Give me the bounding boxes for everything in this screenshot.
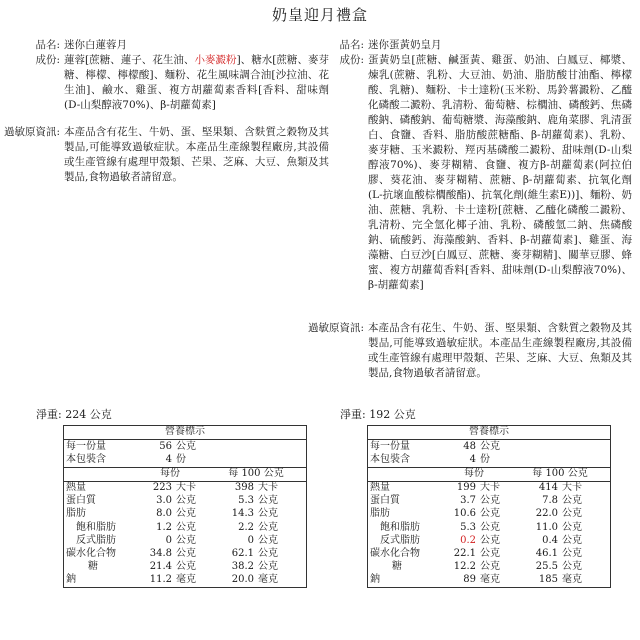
right-serving-label: 每一份量 — [368, 440, 438, 454]
right-ingredients: 蛋黃奶皇[蔗糖、鹹蛋黃、雞蛋、奶油、白鳳豆、椰漿、煉乳(蔗糖、乳粉、大豆油、奶油、脂肪酸甘油酯、檸檬酸、乳糖)、麵粉、卡士達粉(玉米粉、馬鈴薯澱粉、乙醯化磷酸二澱粉、乳清粉、葡萄糖、棕櫚油、磷酸鈣、焦磷酸鈉、磷酸鈉、葡萄糖漿、海藻酸鈉、鹿角菜膠、乳清蛋白、食鹽、香料、脂肪酸蔗糖酯、β-胡蘿蔔素)、乳粉、麥芽糖、玉米澱粉、羥丙基磷酸二澱粉、甜味劑(D-山梨醇液70%)、麥芽糊精、食鹽、複方β-胡蘿蔔素(阿拉伯膠、葵花油、麥芽糊精、蔗糖、β-胡蘿蔔素、抗氧化劑(L-抗壞血酸棕櫚酸酯)、抗氧化劑(維生素E))]、麵粉、奶油、蔗糖、乳粉、卡士達粉[蔗糖、乙醯化磷酸二澱粉、乳清粉、完全氫化椰子油、乳粉、磷酸氫二鈉、焦磷酸鈉、硫酸鈣、海藻酸鈉、香料、β-胡蘿蔔素]、雞蛋、海藻糖、白豆沙[白鳳豆、蔗糖、麥芽糊精]、關華豆膠、蜂蜜、複方胡蘿蔔香料[香料、甜味劑(D-山梨醇液70%)、β-胡蘿蔔素] — [368, 54, 632, 291]
table-row — [64, 495, 306, 508]
per-100g-value: 0 — [247, 534, 254, 546]
per-100g-value: 5.3 — [238, 495, 254, 507]
unit: 大卡 — [256, 481, 306, 495]
table-row — [368, 574, 610, 587]
per-serving-value: 12.2 — [453, 561, 476, 573]
left-ing-part2: ]、糖水[蔗糖、麥芽糖、檸檬、檸檬酸]、麵粉、花生風味調合油[沙拉油、花生油]、鹼水、雞蛋、複方胡蘿蔔素香料[香料、甜味劑(D-山梨醇液70%)、β-胡蘿蔔素] — [64, 54, 329, 111]
left-ing-part1: 蓮蓉[蔗糖、蓮子、花生油、 — [64, 54, 195, 66]
unit: 公克 — [258, 548, 278, 560]
unit: 公克 — [562, 534, 582, 546]
per-serving-value: 0.2 — [460, 534, 476, 546]
left-ing-highlight: 小麥澱粉 — [194, 54, 237, 66]
unit: 大卡 — [174, 481, 206, 495]
nutrient-name: 脂肪 — [370, 508, 390, 520]
right-col-per-100g: 每 100 公克 — [510, 467, 610, 481]
unit: 公克 — [176, 561, 196, 573]
unit: 公克 — [176, 495, 196, 507]
per-serving-value: 3.0 — [156, 495, 172, 507]
left-col-per-100g: 每 100 公克 — [206, 467, 306, 481]
per-100g-value: 11.0 — [535, 521, 558, 533]
unit: 毫克 — [562, 574, 582, 586]
left-ingredients — [64, 53, 329, 113]
right-net-label: 淨重: — [340, 408, 366, 421]
per-100g-value: 22.0 — [535, 508, 558, 520]
nutrient-name: 碳水化合物 — [66, 548, 116, 560]
table-row — [368, 481, 610, 495]
table-row — [64, 561, 306, 574]
unit: 大卡 — [560, 481, 610, 495]
unit: 毫克 — [480, 574, 500, 586]
unit: 公克 — [176, 508, 196, 520]
per-serving-value: 11.2 — [149, 574, 172, 586]
unit: 公克 — [258, 561, 278, 573]
per-serving-value: 5.3 — [460, 521, 476, 533]
table-row — [368, 508, 610, 521]
left-allergy-text: 本產品含有花生、牛奶、蛋、堅果類、含麩質之穀物及其製品,可能導致過敏症狀。本產品生產線製程廠房,其設備或生產管線有處理甲殼類、芒果、芝麻、大豆、魚類及其製品,食物過敏者請留意。 — [64, 126, 329, 183]
nutrient-name: 鈉 — [370, 574, 380, 586]
page-title: 奶皇迎月禮盒 — [271, 6, 368, 24]
unit: 毫克 — [258, 574, 278, 586]
unit: 公克 — [258, 508, 278, 520]
right-serving-value: 48 — [438, 440, 478, 454]
left-col-per-serving: 每份 — [134, 467, 206, 481]
per-serving-value: 0 — [165, 534, 172, 546]
left-servings-unit: 份 — [176, 453, 186, 465]
table-row — [368, 495, 610, 508]
unit: 公克 — [480, 548, 500, 560]
table-row — [64, 535, 306, 548]
right-nutrition-title: 營養標示 — [469, 426, 509, 438]
left-name-label: 品名: — [35, 39, 60, 51]
per-serving-value: 89 — [463, 574, 476, 586]
per-100g-value: 46.1 — [535, 548, 558, 560]
right-servings-label: 本包裝含 — [370, 453, 410, 465]
unit: 公克 — [562, 561, 582, 573]
unit: 公克 — [562, 508, 582, 520]
nutrient-name: 碳水化合物 — [370, 548, 420, 560]
right-net-weight — [340, 406, 416, 422]
left-ingredients-label: 成份: — [35, 54, 60, 66]
nutrient-name: 鈉 — [66, 574, 76, 586]
per-100g-value: 25.5 — [535, 561, 558, 573]
right-nutrition-table — [367, 425, 611, 588]
unit: 公克 — [176, 548, 196, 560]
per-serving-value: 223 — [134, 481, 174, 495]
unit: 公克 — [480, 508, 500, 520]
unit: 公克 — [562, 548, 582, 560]
unit: 公克 — [176, 521, 196, 533]
nutrient-name: 飽和脂肪 — [380, 521, 420, 533]
left-serving-label: 每一份量 — [64, 440, 134, 454]
right-name-label: 品名: — [339, 39, 364, 51]
per-serving-value: 1.2 — [156, 521, 172, 533]
table-row — [64, 574, 306, 587]
table-row — [64, 521, 306, 534]
right-servings-unit: 份 — [480, 453, 490, 465]
nutrient-name: 熱量 — [64, 481, 134, 495]
nutrient-name: 脂肪 — [66, 508, 86, 520]
table-row — [64, 508, 306, 521]
right-ingredients-label: 成份: — [339, 54, 364, 66]
unit: 公克 — [258, 521, 278, 533]
right-name-value: 迷你蛋黃奶皇月 — [368, 39, 442, 51]
unit: 毫克 — [176, 574, 196, 586]
unit: 公克 — [480, 534, 500, 546]
nutrient-name: 蛋白質 — [370, 495, 400, 507]
unit: 公克 — [258, 534, 278, 546]
per-100g-value: 38.2 — [231, 561, 254, 573]
left-name-value: 迷你白蓮蓉月 — [64, 39, 127, 51]
right-servings-value: 4 — [469, 453, 476, 465]
unit: 大卡 — [478, 481, 510, 495]
left-net-value: 224 公克 — [65, 408, 112, 421]
unit: 公克 — [562, 521, 582, 533]
nutrient-name: 飽和脂肪 — [76, 521, 116, 533]
nutrient-name: 反式脂肪 — [76, 534, 116, 546]
table-row — [368, 561, 610, 574]
right-serving-unit: 公克 — [478, 440, 610, 454]
unit: 公克 — [480, 495, 500, 507]
left-nutrition-table — [63, 425, 307, 588]
unit: 公克 — [480, 521, 500, 533]
right-net-value: 192 公克 — [369, 408, 416, 421]
table-row — [368, 548, 610, 561]
per-serving-value: 22.1 — [453, 548, 476, 560]
right-allergy-label: 過敏原資訊: — [307, 322, 364, 334]
left-servings-label: 本包裝含 — [66, 453, 106, 465]
left-servings-value: 4 — [165, 453, 172, 465]
unit: 公克 — [562, 495, 582, 507]
per-100g-value: 0.4 — [542, 534, 558, 546]
nutrient-name: 反式脂肪 — [380, 534, 420, 546]
per-100g-value: 14.3 — [231, 508, 254, 520]
per-100g-value: 398 — [206, 481, 256, 495]
table-row — [64, 548, 306, 561]
unit: 公克 — [176, 534, 196, 546]
table-row — [368, 521, 610, 534]
per-100g-value: 7.8 — [542, 495, 558, 507]
unit: 公克 — [480, 561, 500, 573]
per-100g-value: 2.2 — [238, 521, 254, 533]
per-100g-value: 185 — [538, 574, 558, 586]
per-100g-value: 20.0 — [231, 574, 254, 586]
per-100g-value: 414 — [510, 481, 560, 495]
right-allergy-text: 本產品含有花生、牛奶、蛋、堅果類、含麩質之穀物及其製品,可能導致過敏症狀。本產品生產線製程廠房,其設備或生產管線有處理甲殼類、芒果、芝麻、大豆、魚類及其製品,食物過敏者請留意。 — [368, 322, 632, 379]
per-serving-value: 199 — [438, 481, 478, 495]
left-nutrition-title: 營養標示 — [165, 426, 205, 438]
nutrient-name: 糖 — [392, 561, 402, 573]
left-net-weight — [36, 406, 112, 422]
left-serving-value: 56 — [134, 440, 174, 454]
per-serving-value: 10.6 — [453, 508, 476, 520]
per-100g-value: 62.1 — [231, 548, 254, 560]
table-row — [368, 535, 610, 548]
per-serving-value: 3.7 — [460, 495, 476, 507]
nutrient-name: 蛋白質 — [66, 495, 96, 507]
table-row — [64, 481, 306, 495]
per-serving-value: 8.0 — [156, 508, 172, 520]
per-serving-value: 21.4 — [149, 561, 172, 573]
per-serving-value: 34.8 — [149, 548, 172, 560]
nutrient-name: 糖 — [88, 561, 98, 573]
nutrient-name: 熱量 — [368, 481, 438, 495]
left-net-label: 淨重: — [36, 408, 62, 421]
right-col-per-serving: 每份 — [438, 467, 510, 481]
unit: 公克 — [258, 495, 278, 507]
left-serving-unit: 公克 — [174, 440, 306, 454]
left-allergy-label: 過敏原資訊: — [3, 126, 60, 138]
